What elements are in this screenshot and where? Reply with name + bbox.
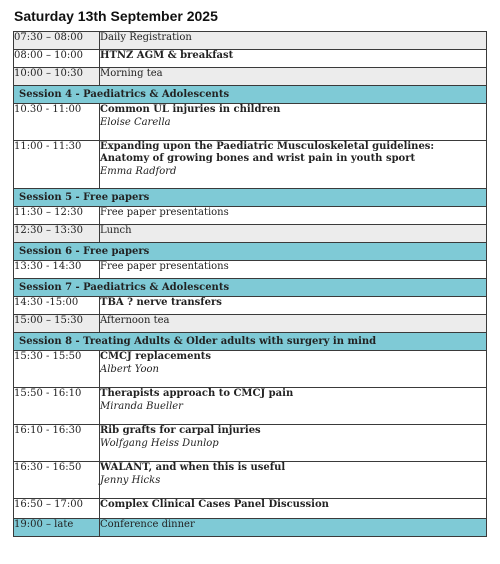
session-label: CMCJ replacements [100, 351, 212, 362]
session-description [100, 32, 487, 50]
session-description [100, 68, 487, 86]
schedule-row [14, 50, 487, 68]
session-description [100, 519, 487, 537]
session-label: Morning tea [100, 68, 163, 79]
session-label: Free paper presentations [100, 207, 229, 218]
session-title: Session 4 - Paediatrics & Adolescents [14, 86, 487, 104]
session-description [100, 50, 487, 68]
schedule-row [14, 388, 487, 425]
time-cell: 15:00 – 15:30 [14, 315, 100, 333]
session-label: TBA ? nerve transfers [100, 297, 222, 308]
time-cell: 08:00 – 10:00 [14, 50, 100, 68]
session-header-row [14, 333, 487, 351]
time-cell: 11:30 – 12:30 [14, 207, 100, 225]
session-label: Afternoon tea [100, 315, 170, 326]
schedule-row [14, 519, 487, 537]
session-description [100, 425, 487, 462]
time-cell: 15:30 - 15:50 [14, 351, 100, 388]
session-description [100, 207, 487, 225]
page-title: Saturday 13th September 2025 [14, 8, 218, 24]
session-label: HTNZ AGM & breakfast [100, 50, 234, 61]
session-label: Common UL injuries in children [100, 104, 281, 115]
session-title: Session 8 - Treating Adults & Older adults with surgery in mind [14, 333, 487, 351]
speaker-name: Miranda Bueller [100, 401, 183, 412]
session-title: Session 6 - Free papers [14, 243, 487, 261]
session-description [100, 104, 487, 141]
session-description [100, 141, 487, 189]
schedule-row [14, 351, 487, 388]
session-description [100, 462, 487, 499]
schedule-row [14, 104, 487, 141]
session-label: Daily Registration [100, 32, 192, 43]
session-label: Anatomy of growing bones and wrist pain in youth sport [100, 153, 416, 164]
session-label: Conference dinner [100, 519, 195, 530]
session-header-row [14, 86, 487, 104]
session-description [100, 388, 487, 425]
schedule-row [14, 261, 487, 279]
session-description [100, 261, 487, 279]
time-cell: 19:00 – late [14, 519, 100, 537]
session-label: Therapists approach to CMCJ pain [100, 388, 294, 399]
schedule-body [14, 32, 487, 537]
schedule-row [14, 462, 487, 499]
time-cell: 07:30 – 08:00 [14, 32, 100, 50]
speaker-name: Wolfgang Heiss Dunlop [100, 438, 219, 449]
speaker-name: Eloise Carella [100, 117, 171, 128]
session-description [100, 297, 487, 315]
schedule-row [14, 499, 487, 519]
schedule-row [14, 297, 487, 315]
time-cell: 10:00 – 10:30 [14, 68, 100, 86]
session-label: Complex Clinical Cases Panel Discussion [100, 499, 329, 510]
schedule-row [14, 141, 487, 189]
session-label: WALANT, and when this is useful [100, 462, 286, 473]
time-cell: 16:50 – 17:00 [14, 499, 100, 519]
session-description [100, 499, 487, 519]
schedule-row [14, 425, 487, 462]
session-description [100, 315, 487, 333]
session-header-row [14, 279, 487, 297]
time-cell: 14:30 -15:00 [14, 297, 100, 315]
session-header-row [14, 189, 487, 207]
session-description [100, 225, 487, 243]
time-cell: 11:00 - 11:30 [14, 141, 100, 189]
speaker-name: Albert Yoon [100, 364, 159, 375]
time-cell: 16:10 - 16:30 [14, 425, 100, 462]
session-label: Expanding upon the Paediatric Musculoskeletal guidelines: [100, 141, 435, 152]
time-cell: 16:30 - 16:50 [14, 462, 100, 499]
schedule-row [14, 315, 487, 333]
session-label: Free paper presentations [100, 261, 229, 272]
schedule-row [14, 68, 487, 86]
time-cell: 12:30 – 13:30 [14, 225, 100, 243]
schedule-row [14, 32, 487, 50]
time-cell: 10.30 - 11:00 [14, 104, 100, 141]
time-cell: 13:30 - 14:30 [14, 261, 100, 279]
session-description [100, 351, 487, 388]
schedule-table [13, 31, 487, 537]
speaker-name: Emma Radford [100, 166, 177, 177]
session-title: Session 7 - Paediatrics & Adolescents [14, 279, 487, 297]
schedule-row [14, 225, 487, 243]
session-title: Session 5 - Free papers [14, 189, 487, 207]
time-cell: 15:50 - 16:10 [14, 388, 100, 425]
session-label: Lunch [100, 225, 132, 236]
speaker-name: Jenny Hicks [100, 475, 161, 486]
schedule-row [14, 207, 487, 225]
session-label: Rib grafts for carpal injuries [100, 425, 261, 436]
session-header-row [14, 243, 487, 261]
